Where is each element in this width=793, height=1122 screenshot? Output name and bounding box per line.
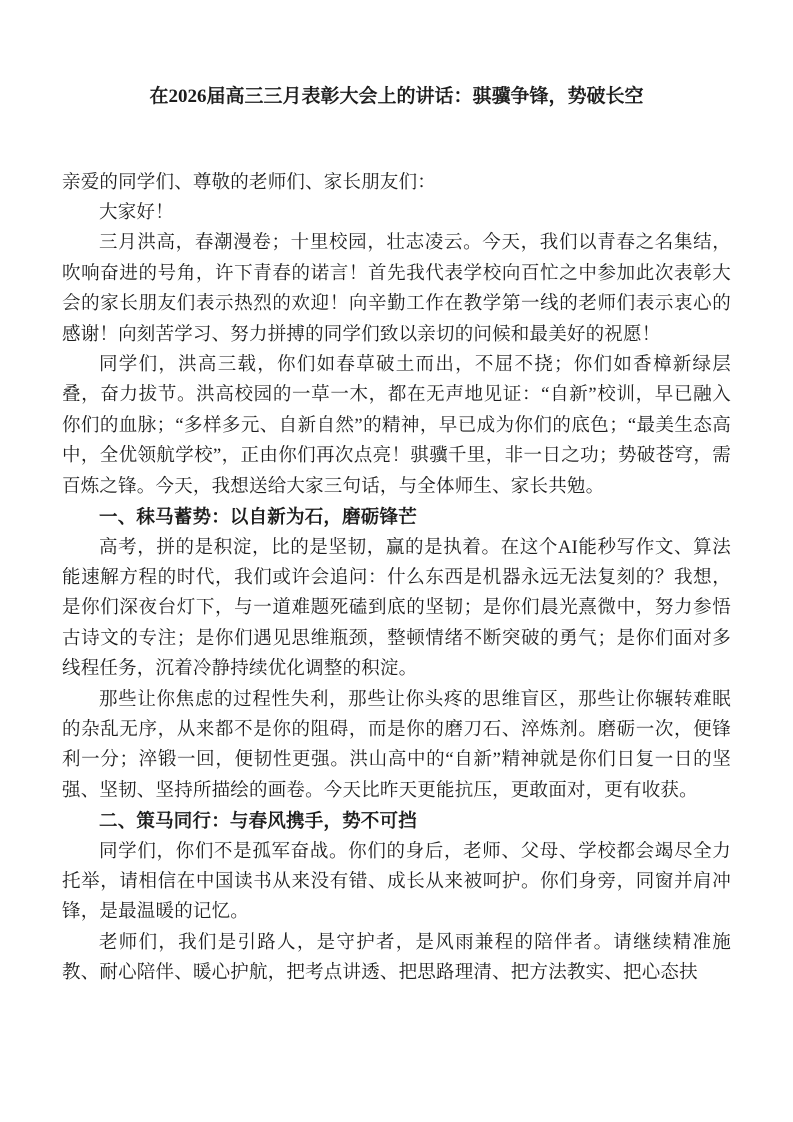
document-body (62, 168, 731, 989)
section-heading: 一、秣马蓄势：以自新为石，磨砺锋芒 (99, 506, 417, 528)
paragraph: 老师们，我们是引路人，是守护者，是风雨兼程的陪伴者。请继续精准施教、耐心陪伴、暖心护航，把考点讲透、把思路理清、把方法教实、把心态扶 (62, 932, 731, 984)
paragraph: 大家好！ (99, 203, 174, 224)
paragraph: 高考，拼的是积淀，比的是坚韧，赢的是执着。在这个AI能秒写作文、算法能速解方程的时代，我们或许会追问：什么东西是机器永远无法复刻的？我想，是你们深夜台灯下，与一道难题死磕到底的坚韧；是你们晨光熹微中，努力参悟古诗文的专注；是你们遇见思维瓶颈，整顿情绪不断突破的勇气；是你们面对多线程任务，沉着冷静持续优化调整的积淀。 (62, 537, 731, 680)
paragraph: 同学们，你们不是孤军奋战。你们的身后，老师、父母、学校都会竭尽全力托举，请相信在中国读书从来没有错、成长从来被呵护。你们身旁，同窗并肩冲锋，是最温暖的记忆。 (62, 841, 731, 923)
document-title: 在2026届高三三月表彰大会上的讲话：骐骥争锋，势破长空 (149, 86, 644, 107)
salutation-line: 亲爱的同学们、尊敬的老师们、家长朋友们： (62, 172, 437, 193)
paragraph: 三月洪高，春潮漫卷；十里校园，壮志凌云。今天，我们以青春之名集结，吹响奋进的号角，许下青春的诺言！首先我代表学校向百忙之中参加此次表彰大会的家长朋友们表示热烈的欢迎！向辛勤工作在教学第一线的老师们表示衷心的感谢！向刻苦学习、努力拼搏的同学们致以亲切的问候和最美好的祝愿！ (62, 233, 731, 345)
paragraph: 那些让你焦虑的过程性失利，那些让你头疼的思维盲区，那些让你辗转难眠的杂乱无序，从来都不是你的阻碍，而是你的磨刀石、淬炼剂。磨砺一次，便锋利一分；淬锻一回，便韧性更强。洪山高中的“自新”精神就是你们日复一日的坚强、坚韧、坚持所描绘的画卷。今天比昨天更能抗压，更敢面对，更有收获。 (62, 689, 731, 801)
section-heading: 二、策马同行：与春风携手，势不可挡 (99, 810, 417, 832)
paragraph: 同学们，洪高三载，你们如春草破土而出，不屈不挠；你们如香樟新绿层叠，奋力拔节。洪高校园的一草一木，都在无声地见证：“自新”校训，早已融入你们的血脉；“多样多元、自新自然”的精神，早已成为你们的底色；“最美生态高中，全优领航学校”，正由你们再次点亮！骐骥千里，非一日之功；势破苍穹，需百炼之锋。今天，我想送给大家三句话，与全体师生、家长共勉。 (62, 355, 731, 497)
